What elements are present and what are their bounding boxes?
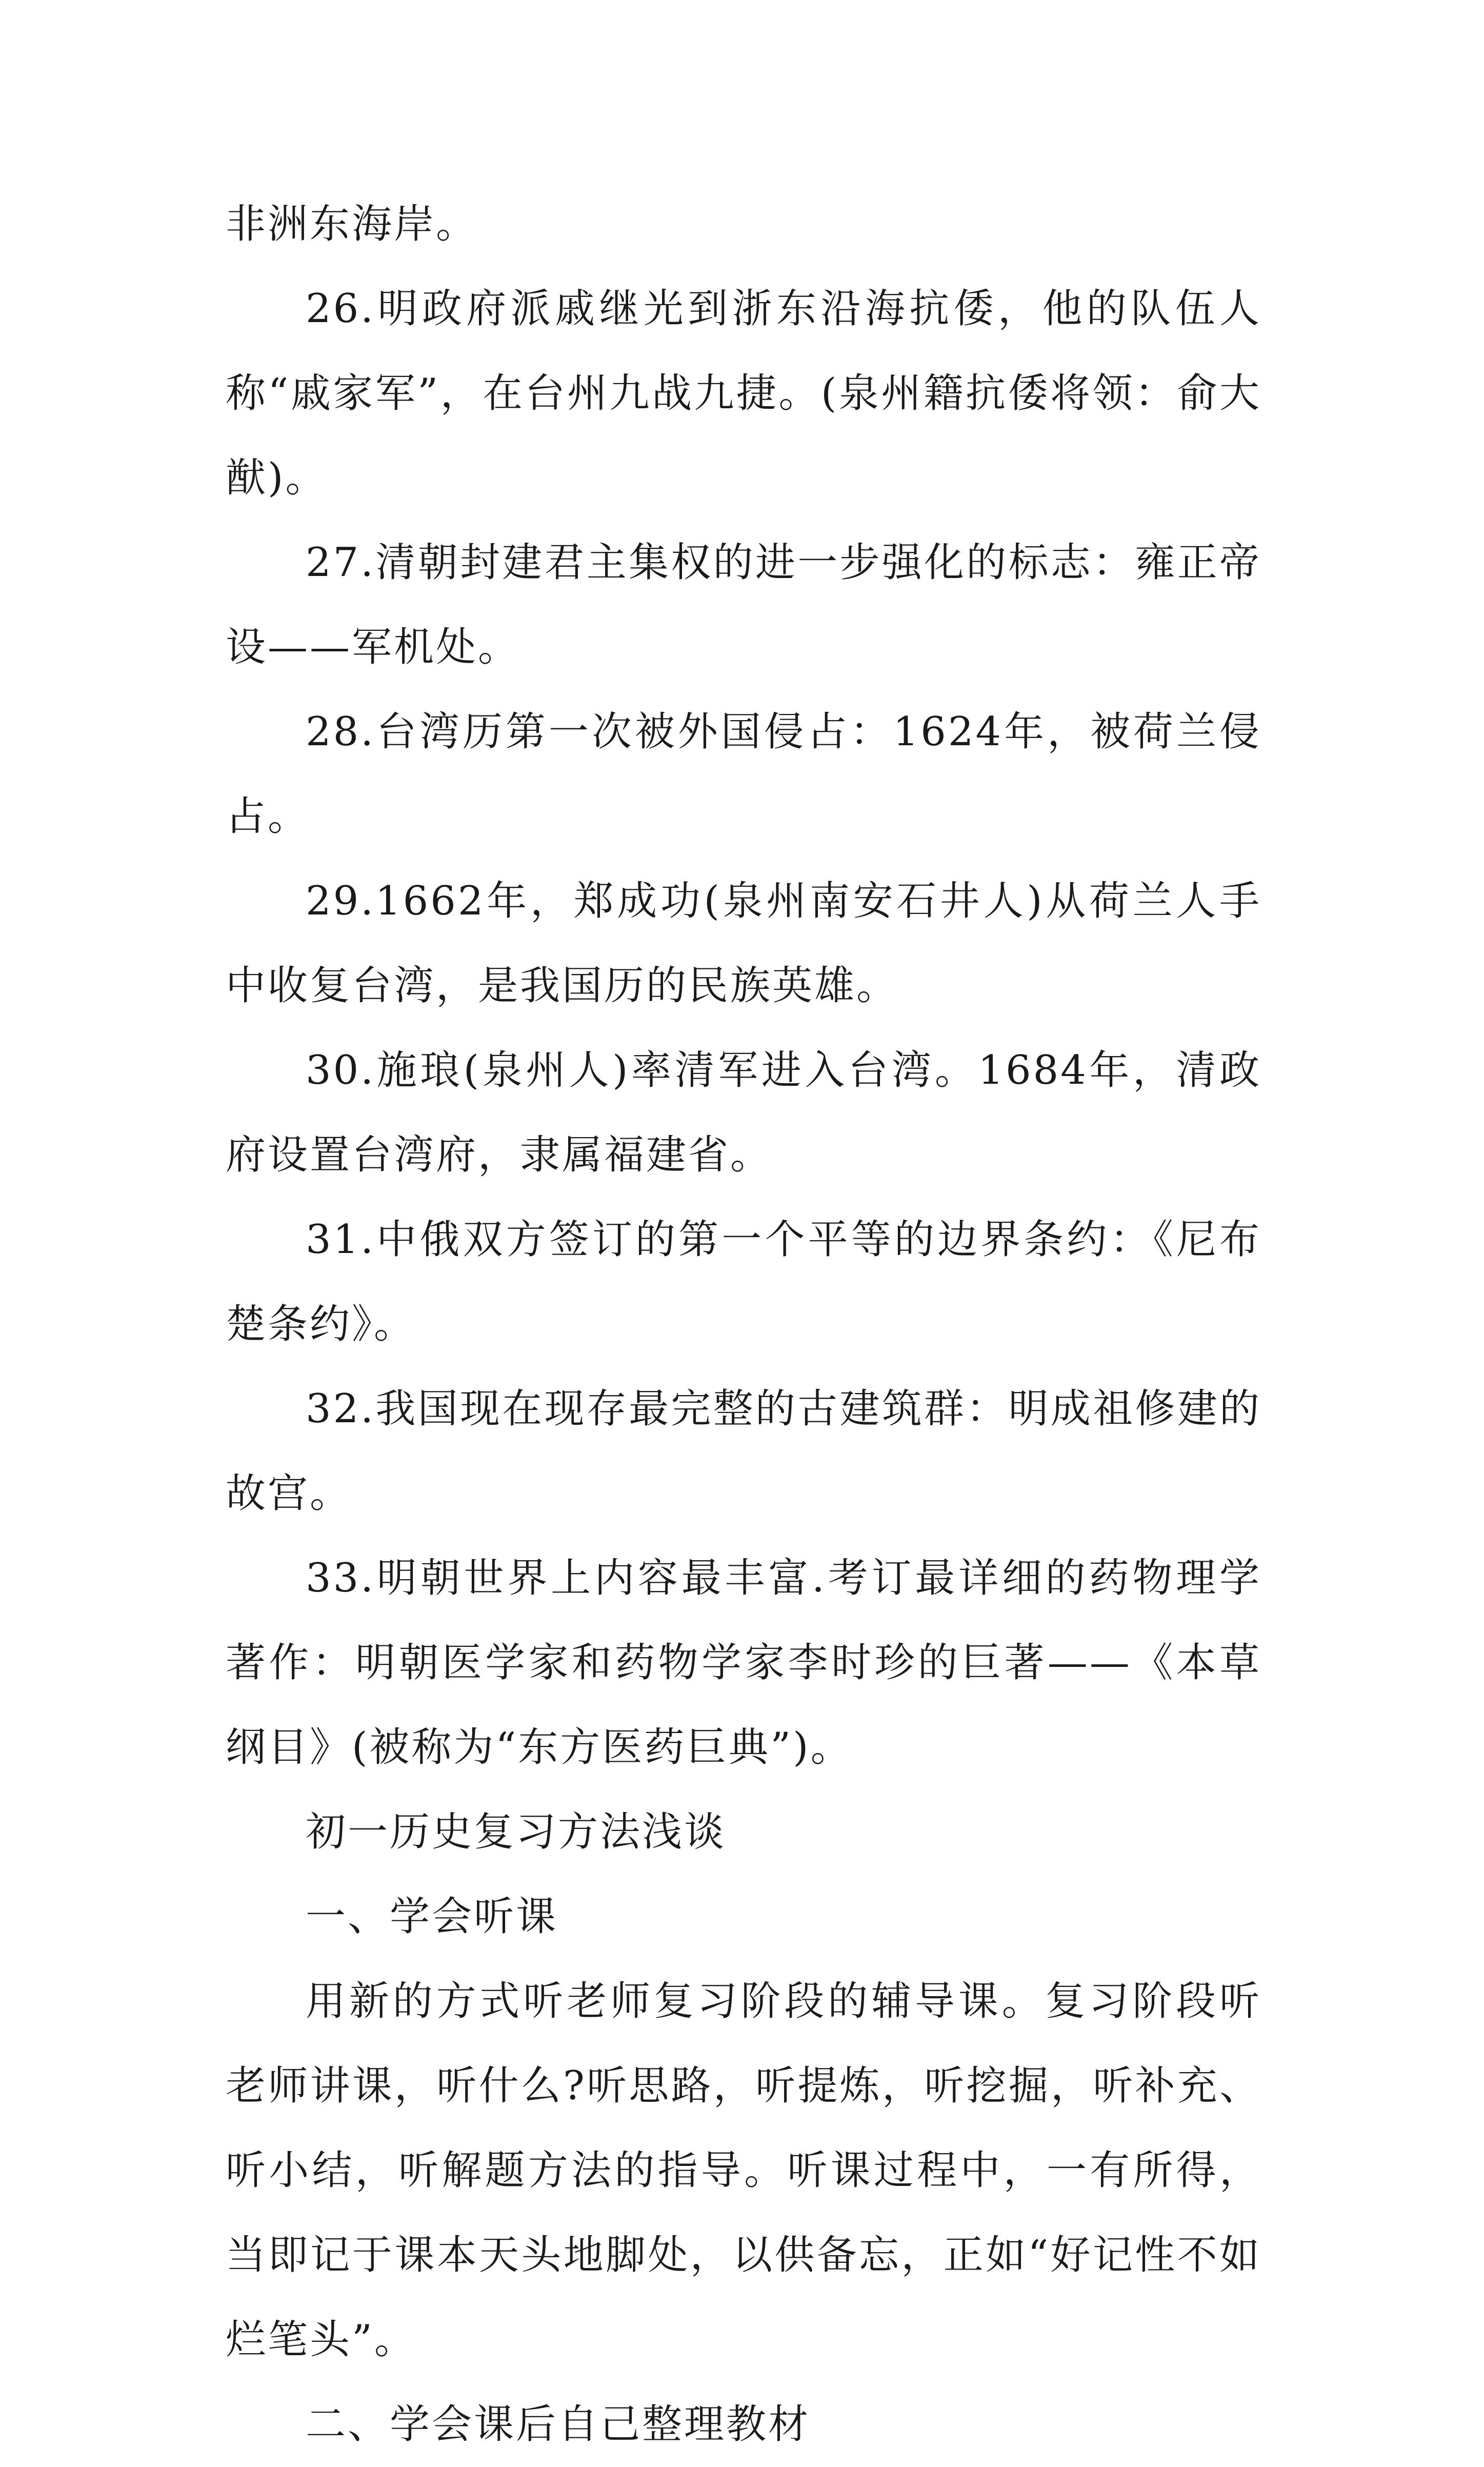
paragraph-item-26: 26.明政府派戚继光到浙东沿海抗倭，他的队伍人称“戚家军”，在台州九战九捷。(泉州籍抗倭将领：俞大猷)。 (226, 286, 1261, 501)
paragraph-item-33: 33.明朝世界上内容最丰富.考订最详细的药物理学著作：明朝医学家和药物学家李时珍的巨著——《本草纲目》(被称为“东方医药巨典”)。 (226, 1555, 1261, 1770)
paragraph-listening: 用新的方式听老师复习阶段的辅导课。复习阶段听老师讲课，听什么?听思路，听提炼，听挖掘，听补充、听小结，听解题方法的指导。听课过程中，一有所得，当即记于课本天头地脚处，以供备忘，正如“好记性不如烂笔头”。 (226, 1978, 1261, 2363)
subheading-2: 二、学会课后自己整理教材 (306, 2401, 811, 2448)
paragraph-item-31: 31.中俄双方签订的第一个平等的边界条约：《尼布楚条约》。 (226, 1217, 1261, 1347)
paragraph-item-28: 28.台湾历第一次被外国侵占：1624年，被荷兰侵占。 (226, 709, 1261, 840)
paragraph-item-30: 30.施琅(泉州人)率清军进入台湾。1684年，清政府设置台湾府，隶属福建省。 (226, 1047, 1261, 1178)
paragraph-item-32: 32.我国现在现存最完整的古建筑群：明成祖修建的故宫。 (226, 1386, 1261, 1517)
paragraph-item-27: 27.清朝封建君主集权的进一步强化的标志：雍正帝设——军机处。 (226, 540, 1261, 670)
document-body (226, 182, 1261, 2467)
subheading-1: 一、学会听课 (306, 1894, 558, 1940)
section-title: 初一历史复习方法浅谈 (306, 1809, 727, 1855)
paragraph-item-29: 29.1662年，郑成功(泉州南安石井人)从荷兰人手中收复台湾，是我国历的民族英雄。 (226, 878, 1261, 1009)
paragraph-1: 非洲东海岸。 (226, 201, 478, 247)
